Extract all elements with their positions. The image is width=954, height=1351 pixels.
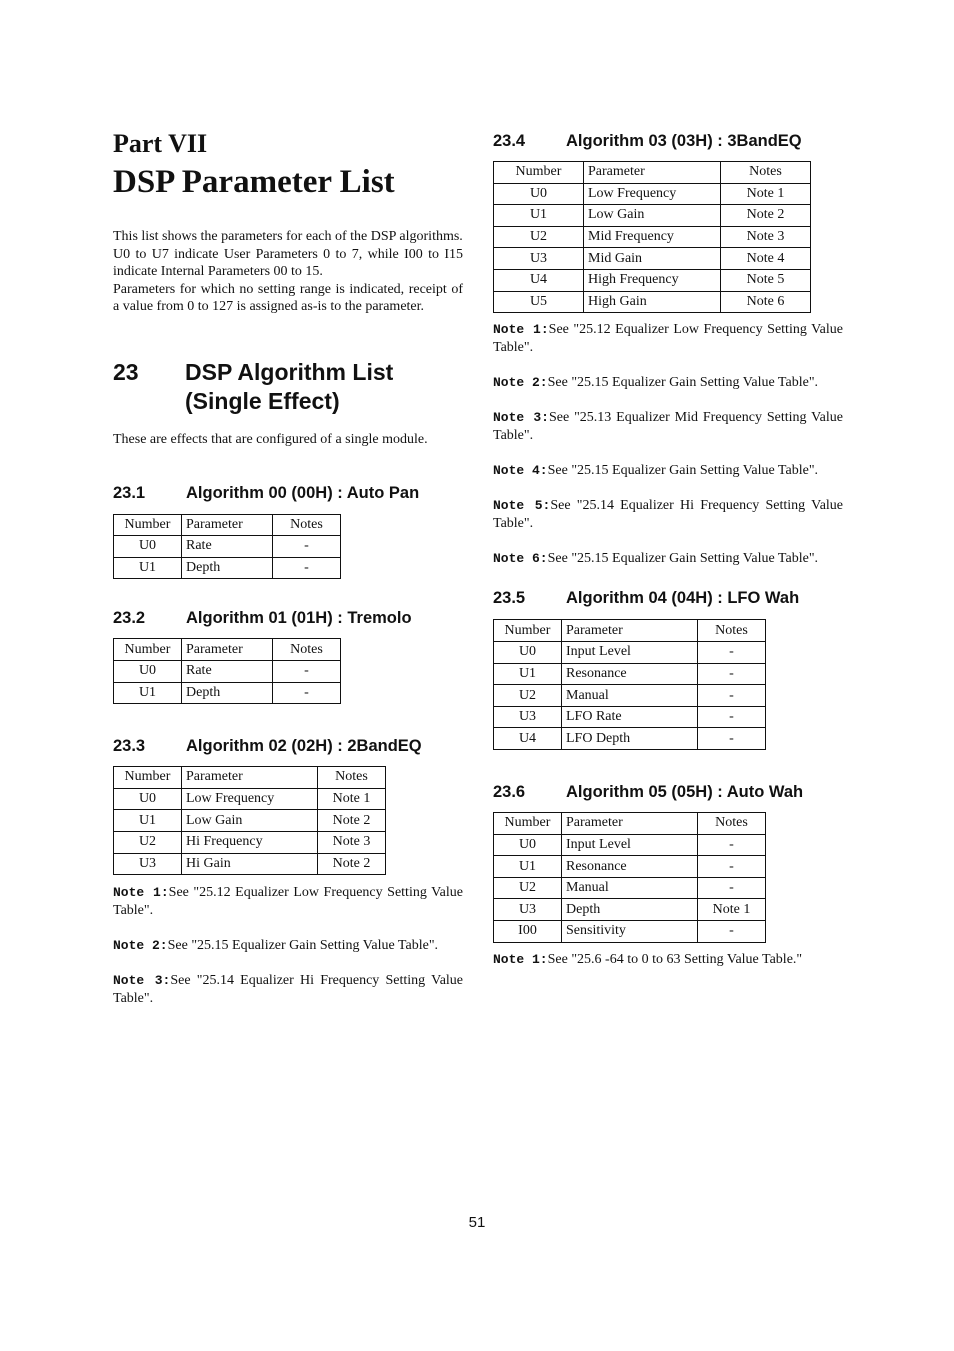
footnote-text: See "25.12 Equalizer Low Frequency Setting Value Table".	[113, 885, 464, 918]
section-heading	[113, 358, 463, 416]
cell-number: U0	[114, 660, 182, 682]
cell-notes: -	[273, 682, 341, 704]
footnote-tag: Note 3:	[493, 410, 549, 426]
cell-notes: -	[698, 921, 766, 943]
notes-block	[493, 951, 843, 969]
cell-notes: Note 1	[698, 899, 766, 921]
table-row	[494, 685, 766, 707]
subsection-heading: 23.6 Algorithm 05 (05H) : Auto Wah	[493, 783, 804, 802]
cell-notes: Note 4	[721, 248, 811, 270]
table-row	[494, 226, 811, 248]
cell-number: U4	[494, 728, 562, 750]
cell-notes: Note 5	[721, 269, 811, 291]
footnote	[493, 550, 843, 568]
cell-notes: -	[273, 660, 341, 682]
cell-number: U1	[114, 810, 182, 832]
cell-notes: -	[273, 536, 341, 558]
cell-notes: Note 3	[721, 226, 811, 248]
cell-parameter: Manual	[562, 877, 698, 899]
header-number: Number	[114, 514, 182, 536]
table-row	[494, 269, 811, 291]
cell-number: U1	[494, 663, 562, 685]
table-header-row: Number Parameter Notes	[494, 162, 811, 184]
cell-notes: Note 6	[721, 291, 811, 313]
cell-notes: Note 2	[721, 205, 811, 227]
footnote-tag: Note 2:	[113, 937, 168, 953]
cell-parameter: High Gain	[584, 291, 721, 313]
footnote	[493, 951, 843, 969]
table-row	[114, 831, 386, 853]
table-row	[494, 205, 811, 227]
cell-notes: -	[698, 642, 766, 664]
cell-parameter: Manual	[562, 685, 698, 707]
cell-number: U0	[114, 788, 182, 810]
left-column	[113, 128, 463, 1007]
cell-parameter: Depth	[182, 682, 273, 704]
cell-number: U3	[494, 248, 584, 270]
cell-number: U0	[494, 834, 562, 856]
intro-line: Parameters for which no setting range is indicated, receipt of a value from 0 to 127 is assigned as-is to the parameter.	[113, 281, 463, 315]
table-row	[494, 877, 766, 899]
footnote	[113, 972, 463, 1007]
table-row	[494, 291, 811, 313]
subsection-heading: 23.1 Algorithm 00 (00H) : Auto Pan	[113, 483, 420, 502]
cell-parameter: LFO Depth	[562, 728, 698, 750]
cell-number: I00	[494, 921, 562, 943]
cell-parameter: Input Level	[562, 642, 698, 664]
cell-notes: -	[273, 557, 341, 579]
footnote-tag: Note 1:	[493, 951, 548, 967]
cell-number: U0	[494, 642, 562, 664]
footnote	[493, 462, 843, 480]
cell-number: U3	[114, 853, 182, 875]
table-header-row: Number Parameter Notes	[114, 767, 386, 789]
header-parameter: Parameter	[182, 514, 273, 536]
table-row	[114, 810, 386, 832]
notes-block	[493, 321, 843, 567]
cell-notes: Note 3	[318, 831, 386, 853]
footnote-text: See "25.15 Equalizer Gain Setting Value Table".	[547, 374, 819, 390]
cell-number: U1	[494, 205, 584, 227]
cell-parameter: High Frequency	[584, 269, 721, 291]
cell-number: U2	[114, 831, 182, 853]
cell-notes: -	[698, 877, 766, 899]
table-row	[114, 536, 341, 558]
cell-notes: -	[698, 728, 766, 750]
cell-notes: Note 2	[318, 853, 386, 875]
cell-parameter: Mid Frequency	[584, 226, 721, 248]
cell-parameter: Resonance	[562, 856, 698, 878]
cell-parameter: Low Gain	[182, 810, 318, 832]
table-row	[494, 642, 766, 664]
footnote	[113, 937, 463, 955]
intro-text	[113, 228, 463, 316]
parameter-table	[113, 766, 386, 875]
table-row	[494, 183, 811, 205]
cell-parameter: Hi Frequency	[182, 831, 318, 853]
footnote-text: See "25.14 Equalizer Hi Frequency Setting Value Table".	[493, 498, 844, 531]
table-row	[114, 682, 341, 704]
cell-parameter: Input Level	[562, 834, 698, 856]
part-label: Part VII	[113, 129, 208, 158]
footnote-text: See "25.6 -64 to 0 to 63 Setting Value Table."	[547, 951, 803, 967]
table-row	[494, 706, 766, 728]
cell-notes: Note 1	[318, 788, 386, 810]
footnote-tag: Note 6:	[493, 550, 548, 566]
footnote-tag: Note 5:	[493, 498, 551, 514]
page-title: DSP Parameter List	[113, 164, 395, 200]
footnote-text: See "25.15 Equalizer Gain Setting Value Table".	[547, 462, 819, 478]
table-row	[494, 921, 766, 943]
cell-number: U5	[494, 291, 584, 313]
cell-number: U1	[114, 682, 182, 704]
subsection-heading: 23.4 Algorithm 03 (03H) : 3BandEQ	[493, 132, 802, 150]
intro-line: This list shows the parameters for each of the DSP algorithms.	[113, 229, 463, 244]
cell-parameter: Mid Gain	[584, 248, 721, 270]
cell-number: U3	[494, 706, 562, 728]
cell-parameter: Low Frequency	[182, 788, 318, 810]
header-notes: Notes	[273, 514, 341, 536]
intro-line: U0 to U7 indicate User Parameters 0 to 7, while I00 to I15 indicate Internal Parameters 00 to 15.	[113, 246, 463, 280]
table-row	[114, 660, 341, 682]
table-header-row	[114, 514, 341, 536]
table-row	[494, 899, 766, 921]
cell-parameter: Sensitivity	[562, 921, 698, 943]
cell-parameter: LFO Rate	[562, 706, 698, 728]
right-column	[493, 128, 843, 968]
cell-parameter: Depth	[562, 899, 698, 921]
footnote	[493, 409, 843, 444]
cell-parameter: Resonance	[562, 663, 698, 685]
footnote-tag: Note 2:	[493, 374, 548, 390]
cell-parameter: Rate	[182, 536, 273, 558]
cell-number: U0	[114, 536, 182, 558]
section-number: 23	[113, 358, 139, 385]
table-header-row: Number Parameter Notes	[494, 813, 766, 835]
parameter-table	[113, 514, 341, 580]
footnote	[113, 884, 463, 919]
parameter-table	[493, 812, 766, 943]
footnote-text: See "25.15 Equalizer Gain Setting Value Table".	[547, 550, 819, 566]
subsection-heading: 23.5 Algorithm 04 (04H) : LFO Wah	[493, 589, 800, 608]
table-header-row: Number Parameter Notes	[494, 620, 766, 642]
table-row	[494, 728, 766, 750]
footnote-tag: Note 4:	[493, 462, 548, 478]
cell-parameter: Low Frequency	[584, 183, 721, 205]
cell-number: U1	[114, 557, 182, 579]
footnote-tag: Note 1:	[493, 322, 549, 338]
cell-number: U0	[494, 183, 584, 205]
parameter-table	[493, 161, 811, 313]
cell-notes: -	[698, 706, 766, 728]
cell-number: U2	[494, 685, 562, 707]
subsection-heading: 23.2 Algorithm 01 (01H) : Tremolo	[113, 609, 412, 628]
table-row	[494, 856, 766, 878]
footnote	[493, 374, 843, 392]
parameter-table	[493, 619, 766, 750]
cell-number: U1	[494, 856, 562, 878]
parameter-table	[113, 638, 341, 704]
table-row	[114, 557, 341, 579]
cell-number: U4	[494, 269, 584, 291]
table-header-row: Number Parameter Notes	[114, 639, 341, 661]
cell-notes: -	[698, 663, 766, 685]
cell-number: U2	[494, 877, 562, 899]
table-row	[114, 788, 386, 810]
cell-parameter: Rate	[182, 660, 273, 682]
table-row	[494, 248, 811, 270]
page-number: 51	[468, 1214, 486, 1231]
table-row	[494, 834, 766, 856]
footnote-text: See "25.13 Equalizer Mid Frequency Setting Value Table".	[493, 410, 843, 443]
section-description: These are effects that are configured of a single module.	[113, 431, 428, 447]
cell-notes: -	[698, 834, 766, 856]
footnote-tag: Note 3:	[113, 973, 171, 989]
table-row	[494, 663, 766, 685]
footnote-text: See "25.14 Equalizer Hi Frequency Setting Value Table".	[113, 973, 464, 1006]
table-row	[114, 853, 386, 875]
section-title-line1: DSP Algorithm List	[185, 358, 394, 385]
cell-number: U3	[494, 899, 562, 921]
subsection-heading: 23.3 Algorithm 02 (02H) : 2BandEQ	[113, 737, 422, 756]
cell-parameter: Hi Gain	[182, 853, 318, 875]
footnote-text: See "25.15 Equalizer Gain Setting Value Table".	[167, 937, 439, 953]
cell-parameter: Depth	[182, 557, 273, 579]
cell-parameter: Low Gain	[584, 205, 721, 227]
cell-number: U2	[494, 226, 584, 248]
footnote-text: See "25.12 Equalizer Low Frequency Setting Value Table".	[493, 322, 844, 355]
cell-notes: Note 1	[721, 183, 811, 205]
footnote-tag: Note 1:	[113, 885, 169, 901]
footnote	[493, 321, 843, 356]
section-title-line2: (Single Effect)	[185, 387, 340, 414]
cell-notes: -	[698, 685, 766, 707]
notes-block	[113, 884, 463, 1007]
cell-notes: -	[698, 856, 766, 878]
footnote	[493, 497, 843, 532]
cell-notes: Note 2	[318, 810, 386, 832]
